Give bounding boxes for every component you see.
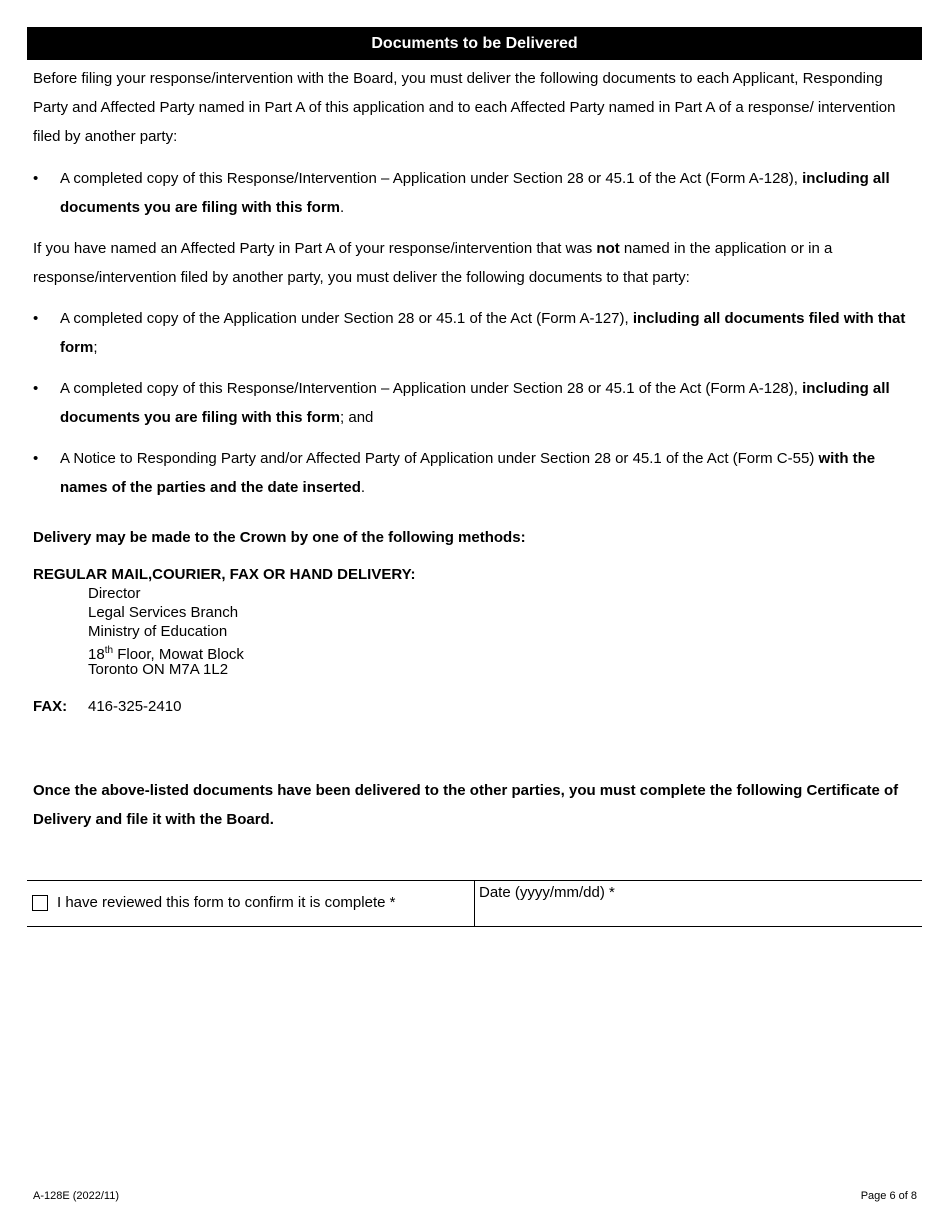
form-id: A-128E (2022/11) xyxy=(33,1190,120,1202)
bullet-icon: • xyxy=(33,170,39,187)
review-checkbox[interactable] xyxy=(32,895,48,911)
floor-number: 18 xyxy=(88,646,105,663)
para-text-post: named in the application or in a response/intervention filed by another party, you must deliver the following documents to that party: xyxy=(33,240,833,286)
bullet-icon: • xyxy=(33,380,39,397)
list-item-tail: . xyxy=(340,199,345,216)
address-line: Ministry of Education xyxy=(88,623,228,640)
list-item-bold-text: with the names of the parties and the date inserted xyxy=(60,450,876,496)
list-item-text: A completed copy of the Application under Section 28 or 45.1 of the Act (Form A-127), xyxy=(60,310,633,327)
floor-text: Floor, Mowat Block xyxy=(113,646,244,663)
delivery-heading: Delivery may be made to the Crown by one of the following methods: xyxy=(33,529,526,546)
certificate-row xyxy=(27,880,922,927)
list-item xyxy=(33,374,915,432)
list-item-text: A Notice to Responding Party and/or Affected Party of Application under Section 28 or 45.1 of the Act (Form C-55) xyxy=(60,450,819,467)
fax-number: 416-325-2410 xyxy=(88,698,182,715)
address-line: Toronto ON M7A 1L2 xyxy=(88,661,229,678)
list-item-text: A completed copy of this Response/Intervention – Application under Section 28 or 45.1 of the Act (Form A-128), xyxy=(60,170,803,187)
para-text-pre: If you have named an Affected Party in Part A of your response/intervention that was xyxy=(33,240,597,257)
cell-divider xyxy=(474,881,475,926)
address-line: Legal Services Branch xyxy=(88,604,239,621)
bullet-icon: • xyxy=(33,450,39,467)
list-item-bold-text: including all documents you are filing with this form xyxy=(60,380,898,426)
page-number: Page 6 of 8 xyxy=(860,1190,917,1202)
list-item xyxy=(33,304,915,362)
list-item-tail: ; and xyxy=(340,409,374,426)
affected-party-paragraph xyxy=(33,234,915,292)
fax-label: FAX: xyxy=(33,698,68,715)
bullet-icon: • xyxy=(33,310,39,327)
list-item xyxy=(33,444,915,502)
floor-ordinal: th xyxy=(104,645,114,656)
mail-heading: REGULAR MAIL,COURIER, FAX OR HAND DELIVERY: xyxy=(33,566,416,583)
list-item xyxy=(33,164,915,222)
intro-paragraph: Before filing your response/intervention with the Board, you must deliver the following documents to each Applicant, Responding Party and Affected Party named in Part A of this application and to each Affected Party named in Part A of a response/ intervention filed by another party: xyxy=(33,70,896,145)
closing-paragraph: Once the above-listed documents have been delivered to the other parties, you must complete the following Certificate of Delivery and file it with the Board. xyxy=(33,782,899,828)
date-label: Date (yyyy/mm/dd) * xyxy=(479,884,615,901)
address-line-floor xyxy=(88,641,244,663)
list-item-bold-text: including all documents you are filing with this form xyxy=(60,170,890,216)
para-text-bold: not xyxy=(596,240,620,257)
address-line: Director xyxy=(88,585,141,602)
list-item-tail: ; xyxy=(93,339,98,356)
section-title: Documents to be Delivered xyxy=(371,34,578,52)
mailing-address xyxy=(88,584,244,679)
list-item-bold-text: including all documents filed with that form xyxy=(60,310,906,356)
review-checkbox-label: I have reviewed this form to confirm it is complete * xyxy=(57,894,396,911)
date-input[interactable] xyxy=(479,903,917,923)
list-item-tail: . xyxy=(360,479,366,496)
list-item-text: A completed copy of this Response/Intervention – Application under Section 28 or 45.1 of the Act (Form A-128), xyxy=(60,380,803,397)
section-header-bar xyxy=(27,27,922,60)
